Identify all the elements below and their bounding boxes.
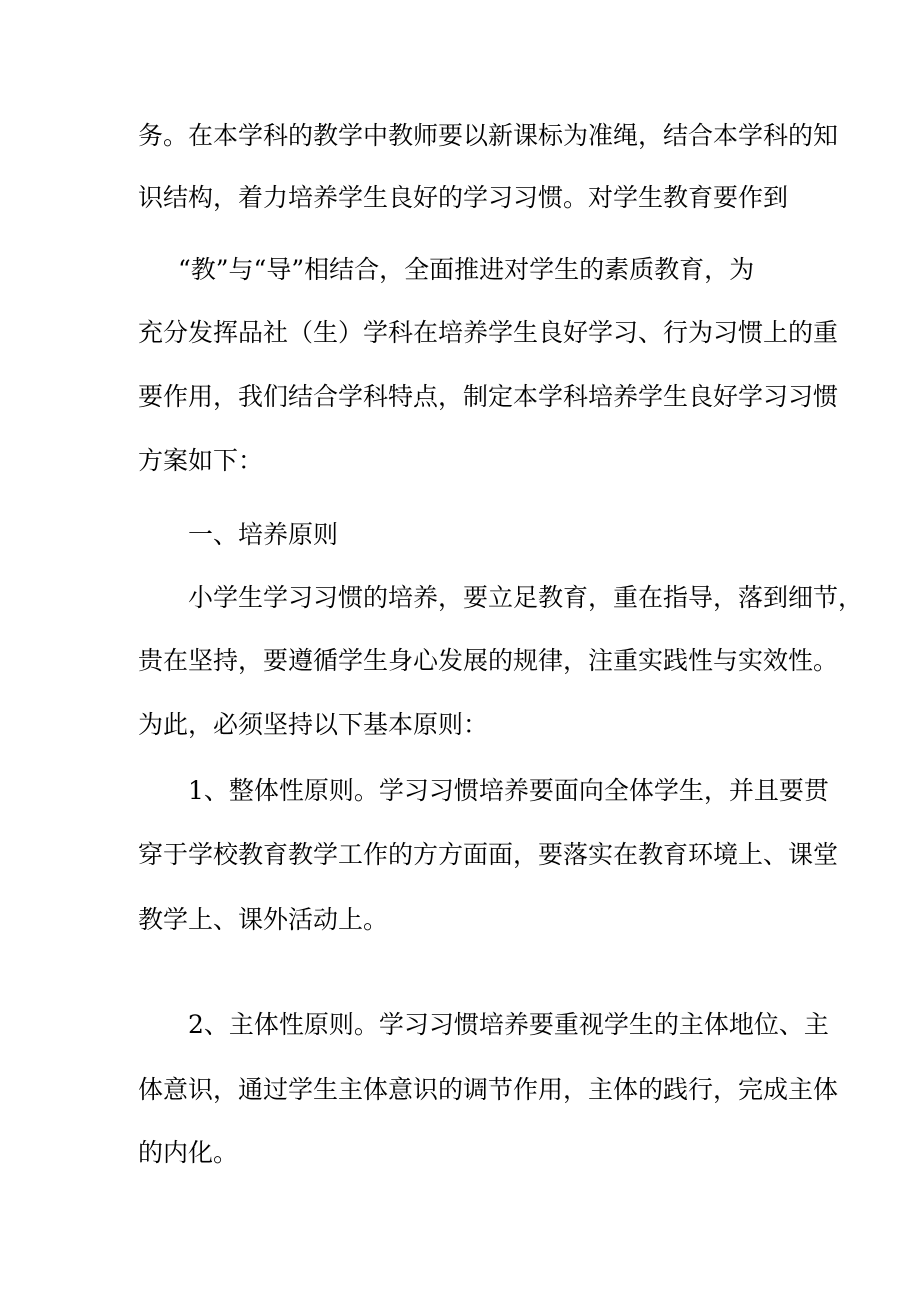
text-line: 方案如下： [138,446,264,475]
text-line: 为此，必须坚持以下基本原则： [138,710,489,739]
text-line: 穿于学校教育教学工作的方方面面，要落实在教育环境上、课堂 [138,840,839,869]
section-heading: 一、培养原则 [188,520,339,549]
text-line: 教学上、课外活动上。 [138,905,389,934]
text-line: 小学生学习习惯的培养，要立足教育，重在指导，落到细节， [188,583,864,612]
text-line: 要作用，我们结合学科特点，制定本学科培养学生良好学习习惯 [138,382,839,411]
text-line: 贵在坚持，要遵循学生身心发展的规律，注重实践性与实效性。 [138,646,839,675]
text-line: 识结构，着力培养学生良好的学习习惯。对学生教育要作到 [138,183,789,212]
text-line: “教”与“导”相结合，全面推进对学生的素质教育，为 [178,255,755,284]
text-line: 1、整体性原则。学习习惯培养要面向全体学生，并且要贯 [188,776,829,805]
text-line: 体意识，通过学生主体意识的调节作用，主体的践行，完成主体 [138,1075,839,1104]
text-line: 2、主体性原则。学习习惯培养要重视学生的主体地位、主 [188,1010,829,1039]
text-line: 务。在本学科的教学中教师要以新课标为准绳，结合本学科的知 [138,121,839,150]
text-line: 充分发挥品社（生）学科在培养学生良好学习、行为习惯上的重 [138,318,839,347]
text-line: 的内化。 [138,1138,239,1167]
